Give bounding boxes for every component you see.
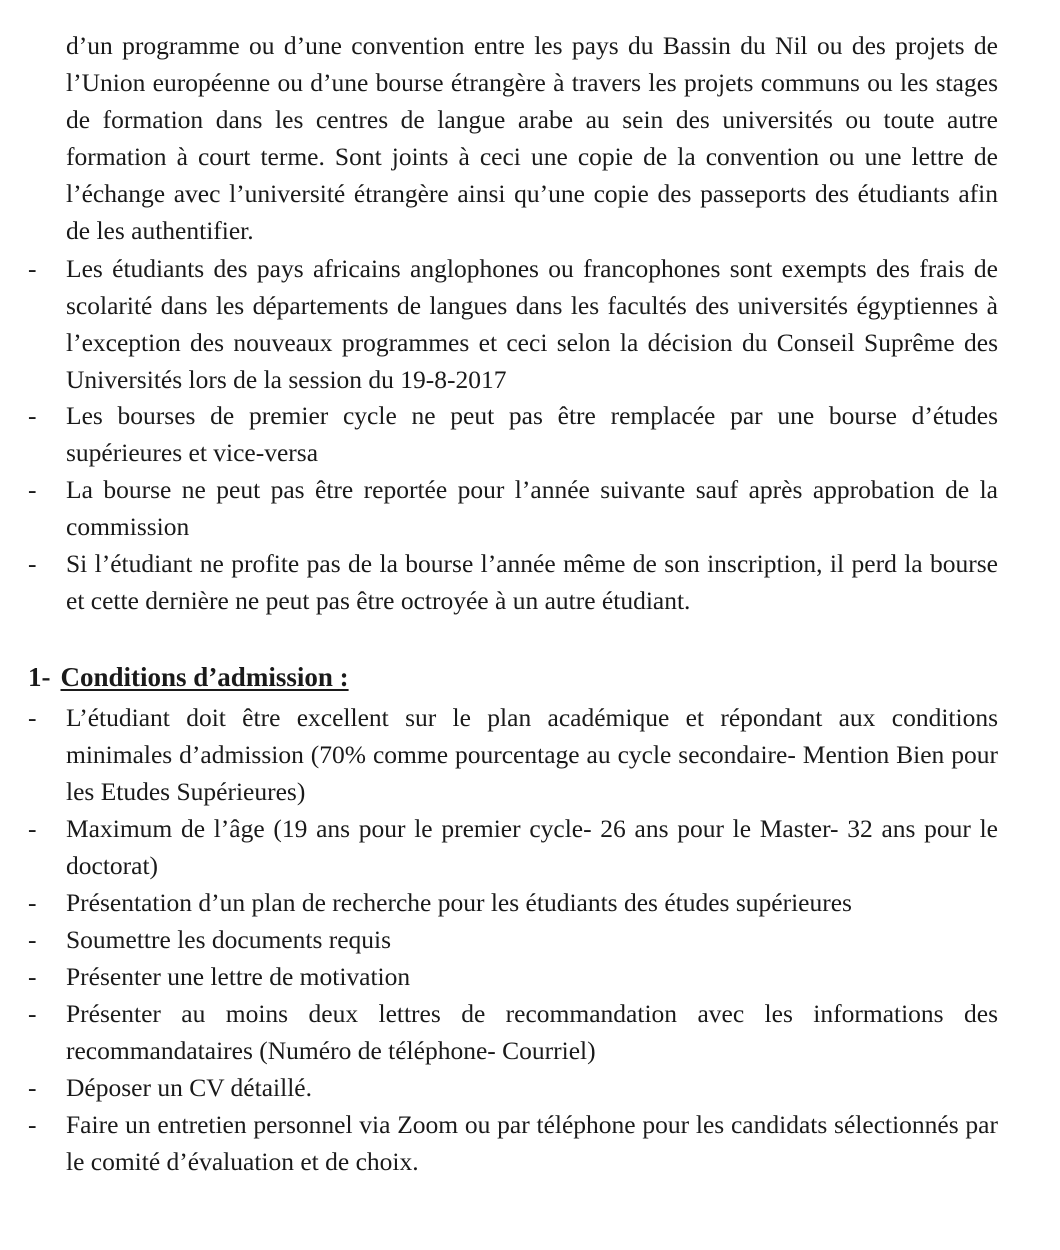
- bullet-marker: -: [28, 475, 37, 504]
- section-title: Conditions d’admission :: [60, 662, 349, 692]
- bullet-marker: -: [28, 925, 37, 954]
- bullet-marker: -: [28, 888, 37, 917]
- list-item: L’étudiant doit être excellent sur le plan académique et répondant aux conditions minimales d’admission (70% comme pourcentage au cycle secondaire- Mention Bien pour les Etudes Supérieures): [66, 703, 998, 806]
- bullet-marker: -: [28, 703, 37, 732]
- list-item: La bourse ne peut pas être reportée pour l’année suivante sauf après approbation de la commission: [66, 475, 998, 541]
- bullet-marker: -: [28, 401, 37, 430]
- list-item: Présenter au moins deux lettres de recommandation avec les informations des recommandataires (Numéro de téléphone- Courriel): [66, 999, 998, 1065]
- bullet-marker: -: [28, 254, 37, 283]
- list-item: Maximum de l’âge (19 ans pour le premier cycle- 26 ans pour le Master- 32 ans pour le doctorat): [66, 814, 998, 880]
- bullet-marker: -: [28, 549, 37, 578]
- list-item: Les étudiants des pays africains anglophones ou francophones sont exempts des frais de scolarité dans les départements de langues dans les facultés des universités égyptiennes à l’exception des nouveaux programmes et ceci selon la décision du Conseil Suprême des Universités lors de la session du 19-8-2017: [66, 254, 998, 394]
- intro-paragraph: d’un programme ou d’une convention entre les pays du Bassin du Nil ou des projets de l’Union européenne ou d’une bourse étrangère à travers les projets communs ou les stages de formation dans les centres de langue arabe au sein des universités ou toute autre formation à court terme. Sont joints à ceci une copie de la convention ou une lettre de l’échange avec l’université étrangère ainsi qu’une copie des passeports des étudiants afin de les authentifier.: [66, 31, 998, 245]
- list-item: Déposer un CV détaillé.: [66, 1073, 312, 1102]
- bullet-marker: -: [28, 999, 37, 1028]
- list-item: Présentation d’un plan de recherche pour les étudiants des études supérieures: [66, 888, 852, 917]
- bullet-marker: -: [28, 814, 37, 843]
- list-item: Faire un entretien personnel via Zoom ou par téléphone pour les candidats sélectionnés par le comité d’évaluation et de choix.: [66, 1110, 998, 1176]
- list-item: Soumettre les documents requis: [66, 925, 392, 954]
- bullet-marker: -: [28, 1073, 37, 1102]
- section-heading: [28, 659, 349, 696]
- list-item: Présenter une lettre de motivation: [66, 962, 411, 991]
- list-item: Si l’étudiant ne profite pas de la bourse l’année même de son inscription, il perd la bourse et cette dernière ne peut pas être octroyée à un autre étudiant.: [66, 549, 998, 615]
- bullet-marker: -: [28, 1110, 37, 1139]
- list-item: Les bourses de premier cycle ne peut pas être remplacée par une bourse d’études supérieures et vice-versa: [66, 401, 998, 467]
- section-number: 1-: [28, 662, 51, 692]
- bullet-marker: -: [28, 962, 37, 991]
